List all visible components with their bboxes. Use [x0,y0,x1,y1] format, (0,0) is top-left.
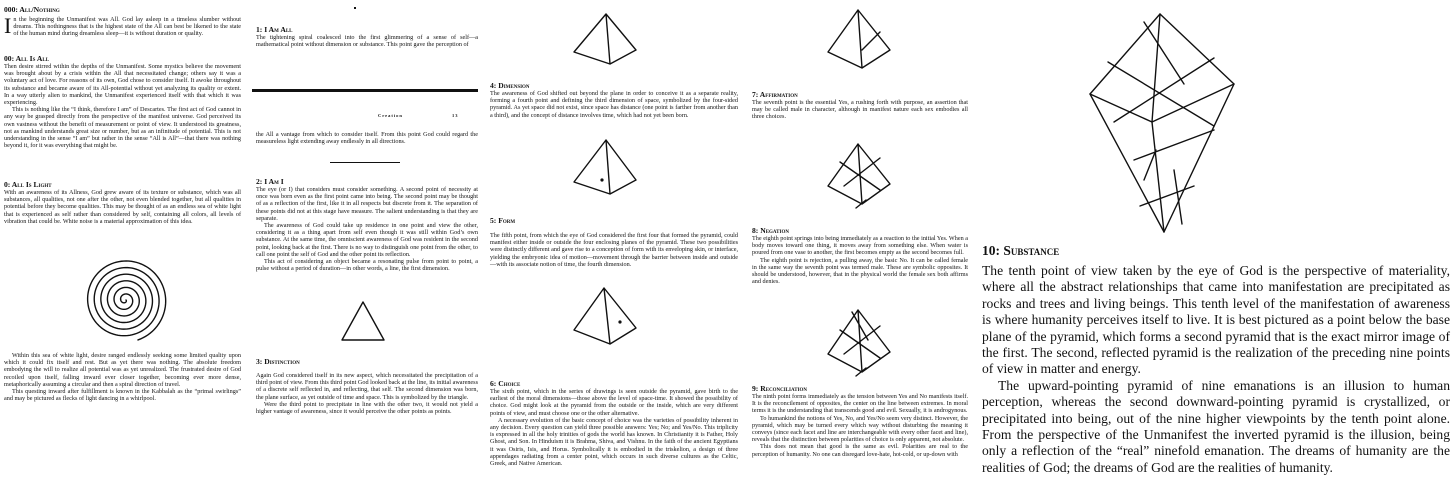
heading-5: 5: Form [490,216,516,225]
section-8 [752,226,968,285]
heading-3: 3: Distinction [256,357,300,366]
paragraph-8-a: The eighth point springs into being immediately as a reaction to the initial Yes. When a body moves toward one thing, it moves away from something else. When water is poured from one vase to another, the first becomes empty as the second becomes full. [752,235,968,257]
section-1 [256,25,478,48]
paragraph-2-c: This act of considering an object became a resonating pulse from point to point, a pulse without a period of duration—in other words, a line, the first dimension. [256,258,478,273]
section-5 [490,216,738,268]
paragraph-6-b: A necessary evolution of the basic concept of choice was the varieties of possibility inherent in any decision. Every question can yield three possible answers: Yes; No; and Yes/No. This triplicity is expressed in all the holy trinities of gods the world has known. In Christianity it is Father, Holy Ghost, and Son. In Hinduism it is Brahma, Shiva, and Vishnu. In the faith of the ancient Egyptians it was Osiris, Isis, and Horus. Symbolically it is embodied in the triskelion, a design of three appendages radiating from a center point, which occurs in such diverse cultures as the Celtic, Greek, and Native American. [490,416,738,468]
paragraph-7: The seventh point is the essential Yes, a rushing forth with purpose, an assertion that may be called male in character, although in manifest nature each sex embodies all three choices. [752,99,968,121]
section-7 [752,90,968,121]
column-2 [248,0,480,492]
heading-6: 6: Choice [490,379,521,388]
paragraph-10-a: The tenth point of view taken by the eye of God is the perspective of materiality, where all the abstract relationships that came into manifestation are precipitated as rocks and trees and living beings. This tenth level of the manifestation of awareness is where humanity perceives itself to live. It is best pictured as a point below the base plane of the pyramid, which forms a second pyramid that is the exact mirror image of the first. The second, reflected pyramid is the realization of the preceding nine points of view in matter and energy. [982,263,1450,377]
section-000 [4,5,241,38]
section-6 [490,379,738,467]
heading-1: 1: I Am All [256,25,293,34]
paragraph-10-b: The upward-pointing pyramid of nine emanations is an illusion to human perception, whereas the second downward-pointing pyramid is crystallized, or precipitated into being, out of the nine higher viewpoints by the tenth point alone. From the perspective of the Unmanifest the inverted pyramid is the illusion, being only a reflection of the “real” ninefold emanation. The dreams of humanity are the realities of God; the dreams of God are the realities of humanity. [982,377,1450,475]
paragraph-4: The awareness of God shifted out beyond the plane in order to conceive it as a separate reality, forming a fourth point and defining the third dimension of space, symbolized by the four-sided pyramid. As yet space did not exist, since space has distance (one point is farther from another than a third), and the concept of distance involves time, which had not yet been born. [490,90,738,119]
heading-00: 00: All Is All [4,54,50,63]
paragraph-2-a: The eye (or I) that considers must consider something. A second point of necessity at once was born even as the first point came into being. The second point may be thought of as a reflection of the first, like it in all respects but discrete from it. The separation of these points did not at this stage have measure. The salient understanding is that they are separate. [256,186,478,222]
paragraph-1-c: the All a vantage from which to consider itself. From this point God could regard the measureless light extending away endlessly in all directions. [256,131,478,146]
heading-8: 8: Negation [752,226,789,235]
pyramid-figure-7 [826,8,892,72]
dropcap: I [4,13,12,38]
section-9 [752,384,968,458]
paragraph-1: The tightening spiral coalesced into the first glimmering of a sense of self—a mathematical point without dimension or substance. This point gave the perception of [256,34,478,49]
paragraph-000 [4,13,241,38]
heading-2: 2: I Am I [256,177,284,186]
heading-10: 10: Substance [982,243,1060,258]
paragraph-000-text: n the beginning the Unmanifest was All. God lay asleep in a timeless slumber without dreams. This nothingness that is the highest state of the All can best be likened to the state of the human mind during dreamless sleep—it is without duration or quality. [13,16,241,38]
paragraph-00-b: This is nothing like the “I think, therefore I am” of Descartes. The first act of God cannot in any way be grasped directly from the perspective of the manifest universe. God perceived its own vastness without the benefit of measurement or point of view. It understood its greatness, not as mankind understands great size or number, but as an infinitude of potential. This is not understanding in the sense “I am” but rather in the sense “All is All”—that there was nothing beyond it, for it was everything that might be. [4,106,241,150]
paragraph-0-b: Within this sea of white light, desire ranged endlessly seeking some limited quality upon which it could fix itself and rest. But as yet there was nothing. The absolute freedom embodying the will to realize all potential was as yet unrealized. The frustrated desire of God recoiled upon itself, falling inward ever closer together, becoming ever more dense, metaphorically assuming a circular and then a spiral direction of travel. [4,352,241,388]
heading-4: 4: Dimension [490,81,530,90]
section-4 [490,81,738,119]
section-10 [982,243,1450,476]
section-0-continued [4,352,241,402]
pyramid-figure-9 [826,306,892,376]
paragraph-00-a: Then desire stirred within the depths of the Unmanifest. Some mystics believe the movement was brought about by a crisis within the All that necessitated change; others say it was a voluntary act of love. For reasons of its own, God chose to consider itself. It awoke throughout its substance and became aware of its All-potential without yet analyzing its quality or extent. In a way utterly alien to mankind, the Unmanifest experienced itself with that which it was experiencing. [4,63,241,107]
paragraph-9-a: The ninth point forms immediately as the tension between Yes and No manifests itself. It is the reconcilement of opposites, the center on the line between extremes. In moral terms it is the understanding that transcends good and evil. Sexually, it is androgynous. [752,393,968,415]
section-2 [256,177,478,272]
separator-rule [330,162,400,163]
running-head: Creation [378,113,403,118]
paragraph-9-c: This does not mean that good is the same as evil. Polarities are real to the perception of humanity. No one can disregard love-hate, hot-cold, or up-down with [752,443,968,458]
column-3 [484,0,742,492]
paragraph-6-a: The sixth point, which in the series of drawings is seen outside the pyramid, gave birth to the earliest of the moral dimensions—those above the level of space-time. It showed the possibility of choice. God might look at the pyramid from the outside or the inside, which are very different points of view, and must choose one or the other alternative. [490,388,738,417]
paragraph-3-a: Again God considered itself in its new aspect, which necessitated the precipitation of a third point of view. From this third point God looked back at the line, its initial awareness of a discrete self reflected in, and reflecting, that self. The second dimension was born, the plane surface, as yet outside of time and space. This is symbolized by the triangle. [256,372,478,401]
column-5 [974,0,1456,492]
section-1-continued [256,131,478,145]
page-number: 13 [452,113,459,118]
heading-9: 9: Reconciliation [752,384,808,393]
double-pyramid-figure [1074,10,1244,236]
pyramid-figure-6 [572,286,638,348]
column-1 [0,0,243,492]
paragraph-8-b: The eighth point is rejection, a pulling away, the basic No. It can be called female in the same way the seventh point was termed male. These are symbolic opposites. It should be understood, however, that in the physical world the female sex both affirms and denies. [752,256,968,286]
dot-mark [354,7,356,9]
pyramid-figure-4 [572,12,638,66]
pyramid-figure-5 [572,138,638,196]
triangle-figure [340,300,386,342]
section-3 [256,357,478,415]
column-4 [746,0,972,492]
paragraph-2-b: The awareness of God could take up residence in one point and view the other, considering it as a thing apart from self even though it was still within God’s own substance. At the same time, the omniscient awareness of God was resident in the second point, looking back at the first. There is no way to distinguish one point from the other, to call one point the self of God and the other point its reflection. [256,222,478,258]
spiral-figure [80,255,170,345]
section-00 [4,54,241,149]
heading-0: 0: All Is Light [4,180,52,189]
paragraph-5: The fifth point, from which the eye of God considered the first four that formed the pyramid, could manifest either inside or outside the four enclosing planes of the pyramid. These two possibilities were distinctly different and gave rise to a conception of form with its enveloping skin, or interface, yielding the embryonic idea of motion—movement through the barrier between inside and outside—with its associate notion of time, the fourth dimension. [490,232,738,268]
paragraph-0: With an awareness of its Allness, God grew aware of its texture or substance, which was all substances, all qualities, not one after the other, not even blended together, but all qualities in potential before they become qualities. This may be thought of as an endless sea of white light that is experienced as self rather than considered by self, containing all colors, all levels of vibration that could be. White noise is a material approximation of this idea. [4,189,241,225]
paragraph-9-b: To humankind the notions of Yes, No, and Yes/No seem very distinct. However, the pyramid, which may be turned every which way without disturbing the meaning it conveys (since each facet and line are interchangeable with every other facet and line), reveals that the distinction between polarities of choice is only apparent, not absolute. [752,414,968,444]
heading-000: 000: All/Nothing [4,5,60,14]
pyramid-figure-8 [826,140,892,208]
paragraph-0-c: This questing inward after fulfillment is known in the Kabbalah as the “primal swirlings” and may be pictured as flecks of light dancing in a whirlpool. [4,388,241,403]
paragraph-3-b: Were the third point to precipitate in line with the other two, it would not yield a higher vantage of awareness, since it would perceive the other points as points. [256,400,478,416]
section-0 [4,180,241,225]
page-break-rule [252,89,478,92]
heading-7: 7: Affirmation [752,90,798,99]
